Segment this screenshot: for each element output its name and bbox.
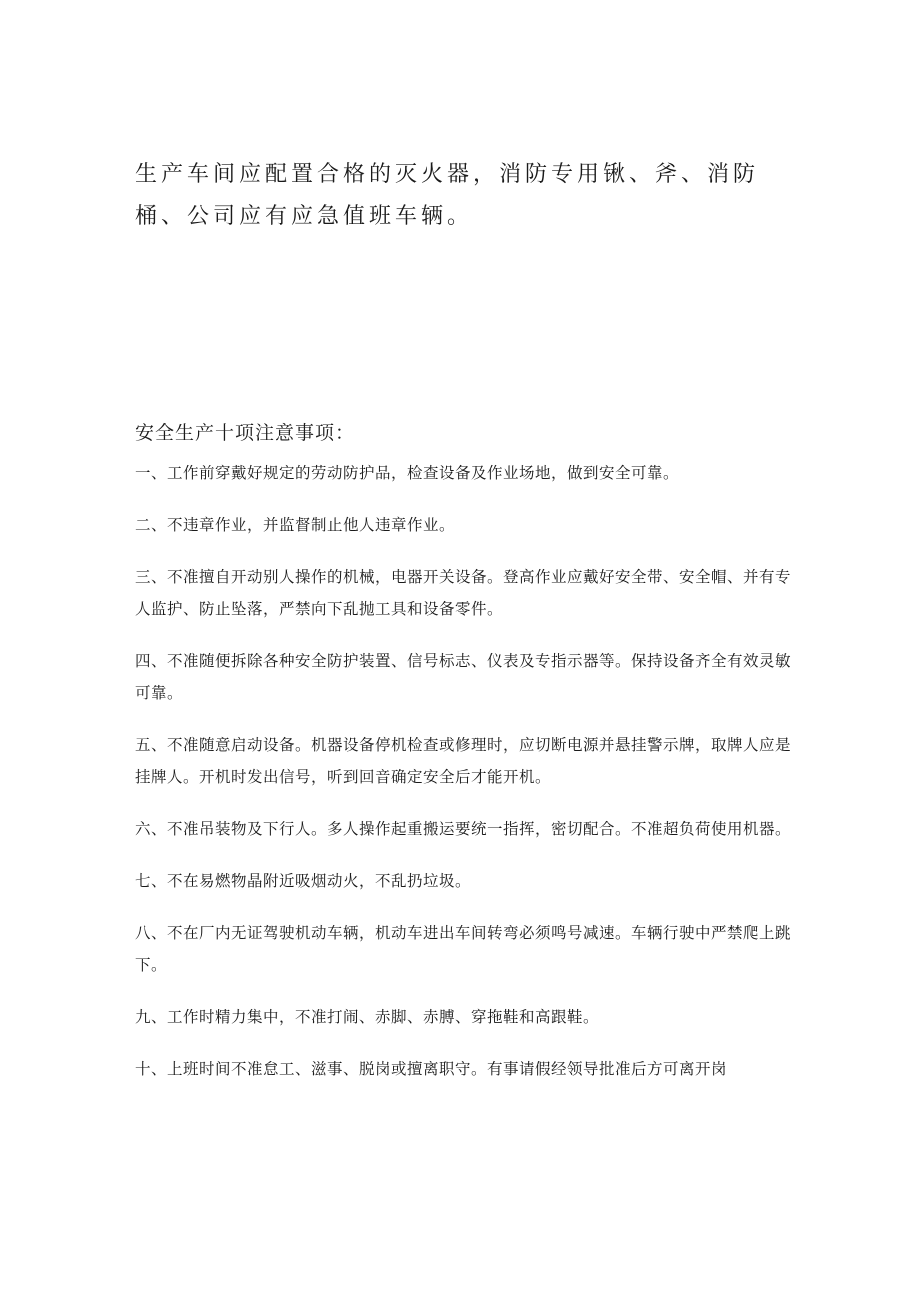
rule-item-2: 二、不违章作业，并监督制止他人违章作业。 [135, 516, 456, 534]
rule-item-4: 四、不准随便拆除各种安全防护装置、信号标志、仪表及专指示器等。保持设备齐全有效灵敏可靠。 [135, 652, 792, 702]
rule-item-3: 三、不准擅自开动别人操作的机械，电器开关设备。登高作业应戴好安全带、安全帽、并有专人监护、防止坠落，严禁向下乱抛工具和设备零件。 [135, 568, 792, 618]
rule-item-8: 八、不在厂内无证驾驶机动车辆，机动车进出车间转弯必须鸣号减速。车辆行驶中严禁爬上跳下。 [135, 924, 792, 974]
rule-item-5: 五、不准随意启动设备。机器设备停机检查或修理时，应切断电源并悬挂警示牌，取牌人应是挂牌人。开机时发出信号，听到回音确定安全后才能开机。 [135, 736, 792, 786]
rules-heading: 安全生产十项注意事项： [135, 422, 356, 444]
rule-item-6: 六、不准吊装物及下行人。多人操作起重搬运要统一指挥，密切配合。不准超负荷使用机器。 [135, 820, 792, 838]
rule-item-1: 一、工作前穿戴好规定的劳动防护品，检查设备及作业场地，做到安全可靠。 [135, 464, 680, 482]
rule-item-7: 七、不在易燃物晶附近吸烟动火，不乱扔垃圾。 [135, 872, 472, 890]
safety-rules-section [135, 417, 795, 1105]
rule-item-9: 九、工作时精力集中，不准打闹、赤脚、赤膊、穿拖鞋和高跟鞋。 [135, 1008, 600, 1026]
intro-paragraph: 生产车间应配置合格的灭火器，消防专用锹、斧、消防桶、公司应有应急值班车辆。 [135, 162, 760, 229]
rule-item-10: 十、上班时间不准怠工、滋事、脱岗或擅离职守。有事请假经领导批准后方可离开岗 [135, 1060, 728, 1078]
